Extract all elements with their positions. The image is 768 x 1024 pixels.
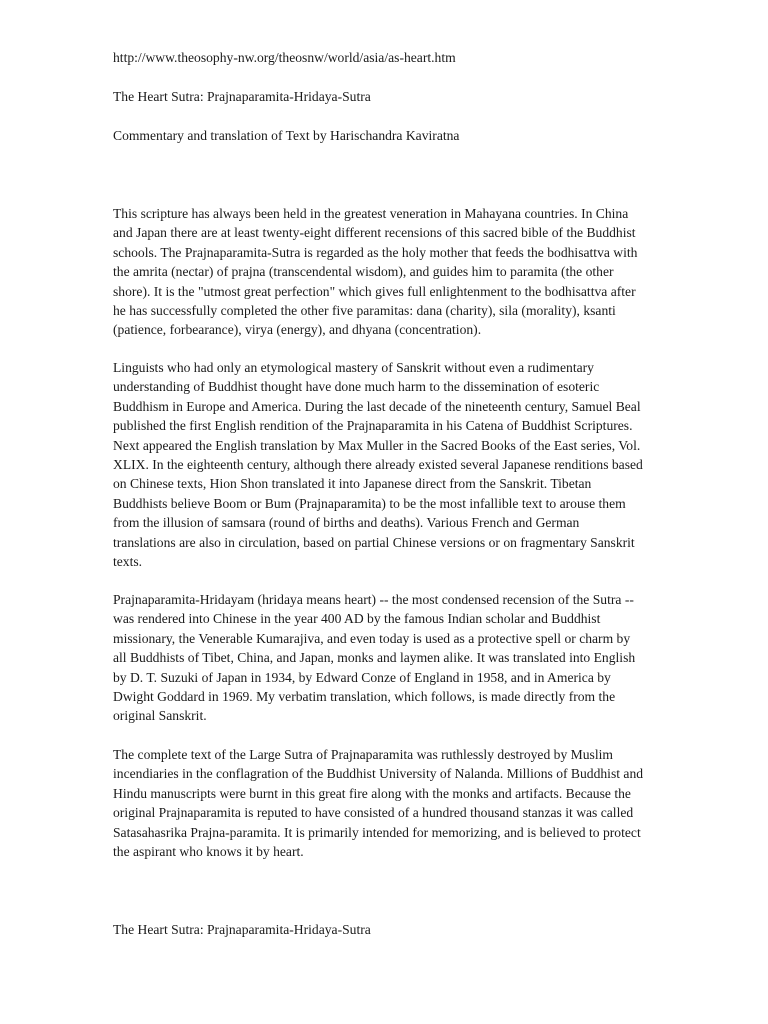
text-line: from the illusion of samsara (round of births and deaths). Various French and German (113, 515, 580, 531)
text-line: incendiaries in the conflagration of the Buddhist University of Nalanda. Millions of Buddhist and (113, 766, 644, 782)
text-line: Linguists who had only an etymological mastery of Sanskrit without even a rudimentary (113, 360, 594, 375)
text-line: XLIX. In the eighteenth century, although there already existed several Japanese renditions based (113, 457, 643, 473)
text-line: (patience, forbearance), virya (energy), and dhyana (concentration). (113, 322, 482, 338)
text-line: This scripture has always been held in the greatest veneration in Mahayana countries. In China (113, 206, 629, 221)
section-title: The Heart Sutra: Prajnaparamita-Hridaya-Sutra (113, 922, 371, 937)
paragraph-4 (113, 745, 713, 861)
text-line: original Prajnaparamita is reputed to have consisted of a hundred thousand stanzas it was called (113, 805, 634, 821)
text-line: missionary, the Venerable Kumarajiva, and even today is used as a protective spell or charm by (113, 630, 631, 646)
text-line: The complete text of the Large Sutra of Prajnaparamita was ruthlessly destroyed by Muslim (113, 747, 613, 762)
text-line: Prajnaparamita-Hridayam (hridaya means heart) -- the most condensed recension of the Sutra -- (113, 592, 634, 607)
text-line: translations are also in circulation, based on partial Chinese versions or on fragmentary Sanskrit (113, 534, 635, 550)
text-line: by D. T. Suzuki of Japan in 1934, by Edward Conze of England in 1958, and in America by (113, 669, 611, 685)
text-line: published the first English rendition of the Prajnaparamita in his Catena of Buddhist Scriptures. (113, 418, 633, 434)
text-line: was rendered into Chinese in the year 400 AD by the famous Indian scholar and Buddhist (113, 611, 601, 627)
text-line: he has successfully completed the other five paramitas: dana (charity), sila (morality), ksanti (113, 303, 616, 319)
text-line: understanding of Buddhist thought have done much harm to the dissemination of esoteric (113, 379, 600, 395)
text-line: texts. (113, 554, 143, 570)
paragraph-3 (113, 590, 713, 726)
text-line: Satasahasrika Prajna-paramita. It is primarily intended for memorizing, and is believed to protect (113, 824, 641, 840)
text-line: Next appeared the English translation by Max Muller in the Sacred Books of the East series, Vol. (113, 437, 641, 453)
text-line: Buddhism in Europe and America. During the last decade of the nineteenth century, Samuel Beal (113, 398, 641, 414)
text-line: Hindu manuscripts were burnt in this great fire along with the monks and artifacts. Because the (113, 785, 631, 801)
text-line: shore). It is the "utmost great perfection" which gives full enlightenment to the bodhisattva after (113, 283, 636, 299)
text-line: Dwight Goddard in 1969. My verbatim translation, which follows, is made directly from the (113, 689, 616, 705)
text-line: the amrita (nectar) of prajna (transcendental wisdom), and guides him to paramita (the other (113, 264, 614, 280)
source-url: http://www.theosophy-nw.org/theosnw/world/asia/as-heart.htm (113, 50, 456, 65)
document-subtitle: Commentary and translation of Text by Harischandra Kaviratna (113, 128, 460, 143)
document-title: The Heart Sutra: Prajnaparamita-Hridaya-Sutra (113, 89, 371, 104)
text-line: the aspirant who knows it by heart. (113, 844, 304, 860)
paragraph-2 (113, 358, 713, 571)
text-line: on Chinese texts, Hion Shon translated it into Japanese direct from the Sanskrit. Tibetan (113, 476, 592, 492)
text-line: Buddhists believe Boom or Bum (Prajnaparamita) to be the most infallible text to arouse them (113, 495, 626, 511)
text-line: schools. The Prajnaparamita-Sutra is regarded as the holy mother that feeds the bodhisattva with (113, 244, 638, 260)
text-line: all Buddhists of Tibet, China, and Japan, monks and laymen alike. It was translated into English (113, 650, 636, 666)
text-line: original Sanskrit. (113, 708, 207, 724)
paragraph-1 (113, 204, 713, 340)
text-line: and Japan there are at least twenty-eight different recensions of this sacred bible of the Buddhist (113, 225, 636, 241)
